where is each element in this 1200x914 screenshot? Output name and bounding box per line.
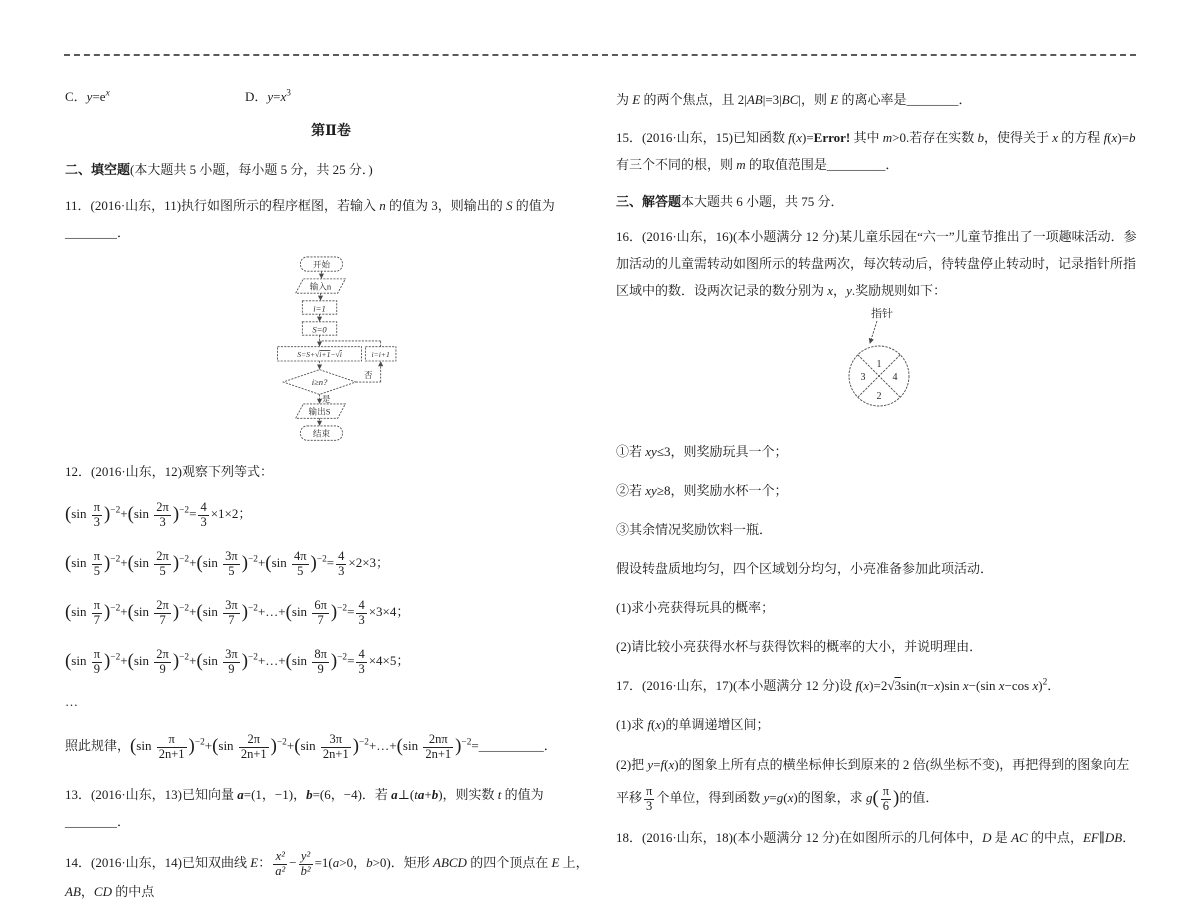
part2-heading: 第Ⅱ卷 <box>311 124 351 139</box>
question-12-intro: 12．(2016·山东，12)观察下列等式： <box>65 464 273 479</box>
equation-general: 照此规律，(sin $\frac{\pi}{2n+1}$ )$^{-2}$+(sin $\frac{2\pi}{2n+1}$ )$^{-2}$+(sin $\frac{3\pi}{2n+1}$ )$^{-2}$+…+(sin $\frac{2n\pi}{2n+1}$ )$^{-2}$=__________． <box>65 731 557 761</box>
flowchart-init-i-label: i=1 <box>313 303 326 314</box>
question-14: 14．(2016·山东，14)已知双曲线 E： $\frac{\text{x²}}{\text{a²}}$ − $\frac{\text{y²}}{\text{b²}}$ =1(a>0，b>0)．矩形 ABCD 的四个顶点在 E 上，AB，CD 的中点 <box>65 848 589 900</box>
flowchart-yes-label: 是 <box>321 394 331 405</box>
equation-row-2: (sin $\frac{\pi}{5}$ )$^{-2}$+(sin $\frac{2\pi}{5}$ )$^{-2}$+(sin $\frac{3\pi}{5}$ )$^{-2}$+(sin $\frac{4\pi}{5}$ )$^{-2}$= $\frac{4}{3}$ ×2×3； <box>65 548 390 578</box>
rule-2: ②若 xy≥8，则奖励水杯一个； <box>616 483 788 498</box>
flowchart <box>264 255 398 446</box>
section-fill-in-title: 二、填空题(本大题共 5 小题，每小题 5 分，共 25 分．) <box>65 162 373 177</box>
rule-3: ③其余情况奖励饮料一瓶． <box>616 522 773 537</box>
question-16-part2: (2)请比较小亮获得水杯与获得饮料的概率的大小，并说明理由． <box>616 639 983 654</box>
question-17-part2: (2)把 y=f(x)的图象上所有点的横坐标伸长到原来的 2 倍(纵坐标不变)，再把得到的图象向左平移 $\frac{\pi}{3}$ 个单位，得到函数 y=g(x)的图象，求 g( $\frac{\pi}{6}$ )的值． <box>616 757 1130 813</box>
flowchart-figure <box>65 255 597 450</box>
flowchart-input-label: 输入n <box>309 281 332 292</box>
sector-3: 3 <box>860 372 866 383</box>
flowchart-increment-label: i=i+1 <box>371 350 390 360</box>
spinner-figure <box>616 306 1142 428</box>
equation-row-4: (sin $\frac{\pi}{9}$ )$^{-2}$+(sin $\frac{2\pi}{9}$ )$^{-2}$+(sin $\frac{3\pi}{9}$ )$^{-2}$+…+(sin $\frac{8\pi}{9}$ )$^{-2}$= $\frac{4}{3}$ ×4×5； <box>65 646 410 676</box>
equation-ellipsis: … <box>65 694 78 709</box>
assumption: 假设转盘质地均匀，四个区域划分均匀，小亮准备参加此项活动． <box>616 561 994 576</box>
page-top-divider <box>64 54 1136 56</box>
question-13: 13．(2016·山东，13)已知向量 a=(1，−1)，b=(6，−4)．若 a⊥(ta+b)，则实数 t 的值为________． <box>65 787 544 829</box>
flowchart-formula-label: S=S+√i+1−√i <box>297 350 342 360</box>
rule-1: ①若 xy≤3，则奖励玩具一个； <box>616 444 788 459</box>
question-18: 18．(2016·山东，18)(本小题满分 12 分)在如图所示的几何体中，D 是 AC 的中点，EF∥DB． <box>616 830 1136 845</box>
equation-row-1: (sin $\frac{\pi}{3}$ )$^{-2}$+(sin $\frac{2\pi}{3}$ )$^{-2}$= $\frac{4}{3}$ ×1×2； <box>65 499 252 529</box>
question-15: 15．(2016·山东，15)已知函数 f(x)=Error! 其中 m>0.若存在实数 b，使得关于 x 的方程 f(x)=b 有三个不同的根，则 m 的取值范围是_________． <box>616 130 1136 172</box>
pointer-label: 指针 <box>871 308 893 320</box>
equation-row-3: (sin $\frac{\pi}{7}$ )$^{-2}$+(sin $\frac{2\pi}{7}$ )$^{-2}$+(sin $\frac{3\pi}{7}$ )$^{-2}$+…+(sin $\frac{6\pi}{7}$ )$^{-2}$= $\frac{4}{3}$ ×3×4； <box>65 597 410 627</box>
right-column <box>616 86 1142 860</box>
section-solve-title: 三、解答题本大题共 6 小题，共 75 分． <box>616 194 844 209</box>
flowchart-output-label: 输出S <box>308 406 331 417</box>
flowchart-no-label: 否 <box>363 370 373 381</box>
question-17-part1: (1)求 f(x)的单调递增区间； <box>616 717 770 732</box>
question-11: 11．(2016·山东，11)执行如图所示的程序框图，若输入 n 的值为 3，则输出的 S 的值为________． <box>65 198 555 240</box>
flowchart-init-s-label: S=0 <box>312 324 327 335</box>
question-14-continued: 为 E 的两个焦点，且 2|AB|=3|BC|，则 E 的离心率是________． <box>616 92 972 107</box>
flowchart-condition-label: i≥n? <box>311 376 328 387</box>
question-16: 16．(2016·山东，16)(本小题满分 12 分)某儿童乐园在“六一”儿童节推出了一项趣味活动．参加活动的儿童需转动如图所示的转盘两次，每次转动后，待转盘停止转动时，记录指针所指区域中的数．设两次记录的数分别为 x，y.奖励规则如下： <box>616 229 1137 298</box>
options-row <box>65 88 597 106</box>
flowchart-end-label: 结束 <box>312 428 331 439</box>
left-column <box>65 86 597 914</box>
spinner <box>804 306 954 424</box>
option-d: D．$y=x^3$ <box>245 88 291 104</box>
sector-1: 1 <box>876 359 882 370</box>
question-17: 17．(2016·山东，17)(本小题满分 12 分)设 f(x)=2√3sin(π−x)sin x−(sin x−cos x)$^2$． <box>616 677 1061 693</box>
option-c: C．$y=e^x$ <box>65 88 110 104</box>
sector-2: 2 <box>876 391 882 402</box>
pointer-arrow <box>870 321 877 343</box>
sector-4: 4 <box>892 372 898 383</box>
question-16-part1: (1)求小亮获得玩具的概率； <box>616 600 775 615</box>
flowchart-start-label: 开始 <box>312 259 331 270</box>
